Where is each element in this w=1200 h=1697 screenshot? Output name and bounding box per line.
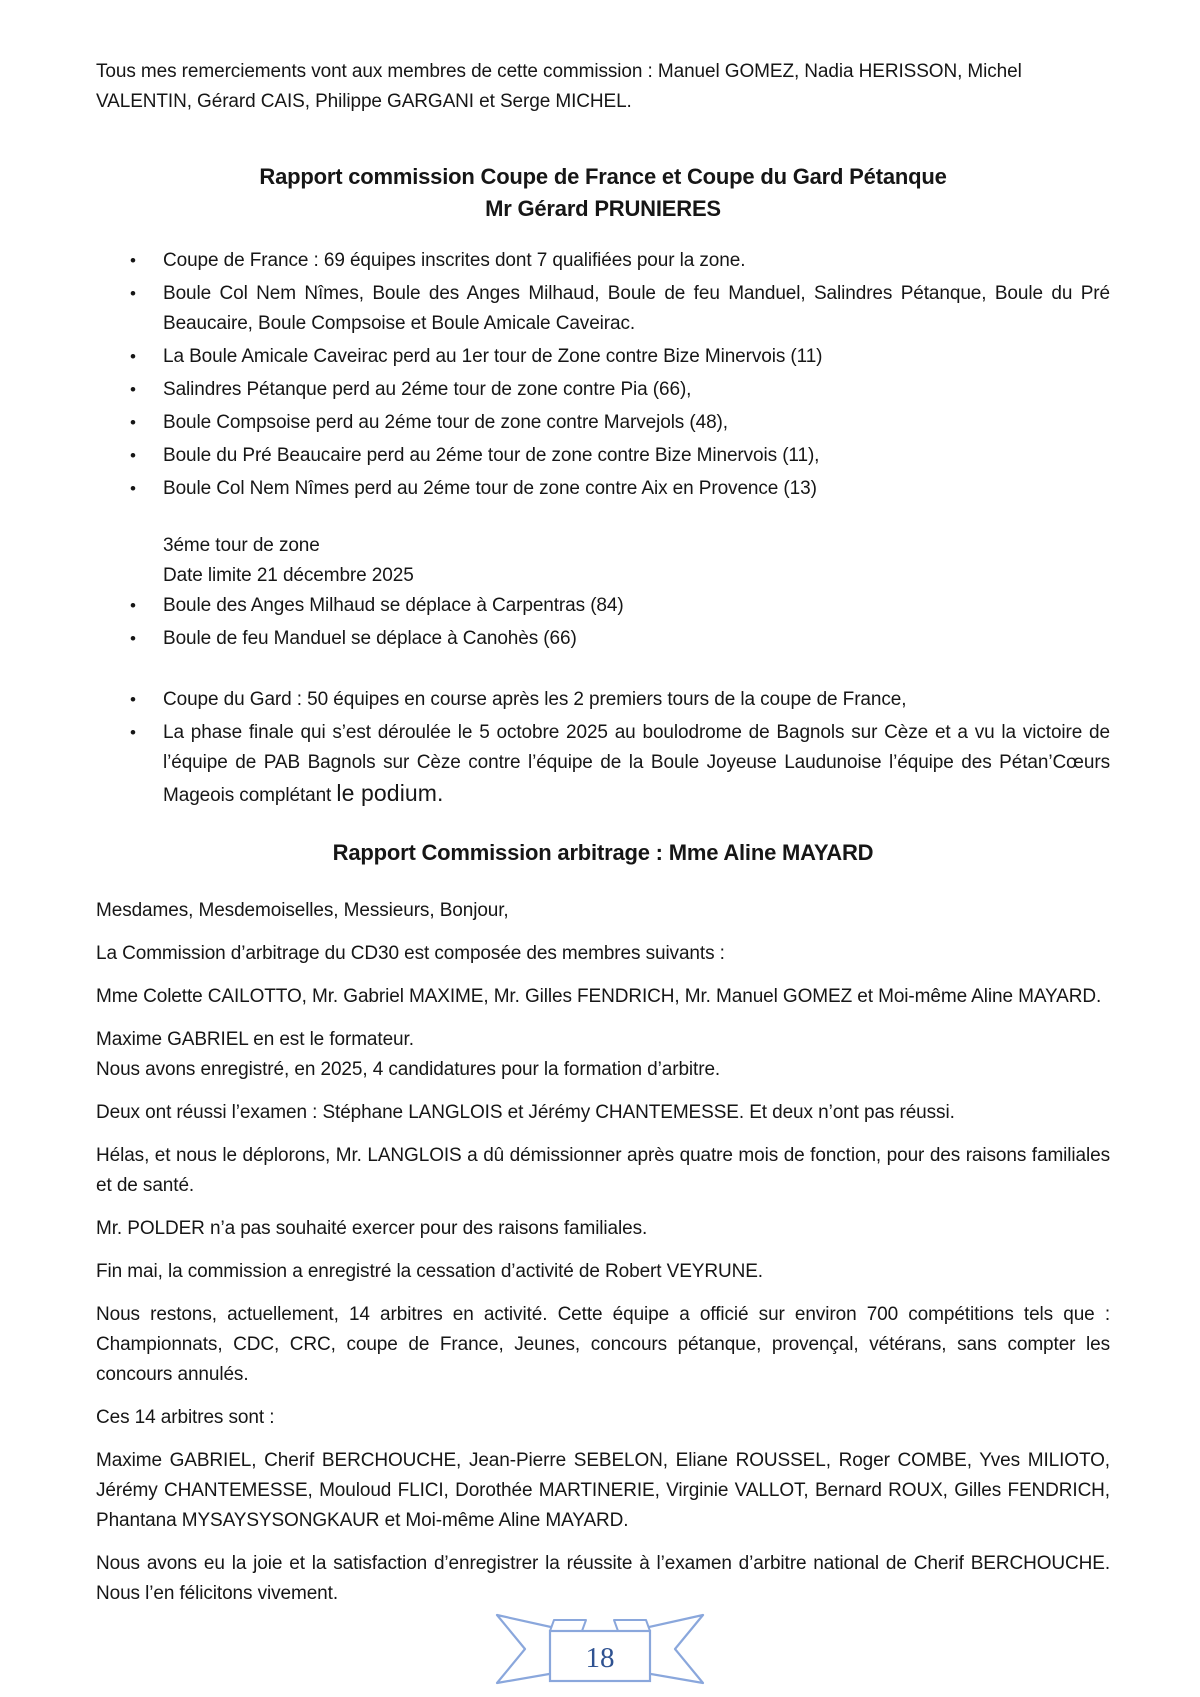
list-item-text: Coupe du Gard : 50 équipes en course après les 2 premiers tours de la coupe de France, xyxy=(163,689,907,710)
arbitrage-paragraph: La Commission d’arbitrage du CD30 est composée des membres suivants : xyxy=(96,943,725,964)
bullet-icon: • xyxy=(130,251,136,270)
coupe-gard-list xyxy=(96,685,1110,811)
page-footer xyxy=(494,1606,706,1688)
section-arbitrage-title xyxy=(96,837,1110,869)
arbitrage-paragraph: Nous avons enregistré, en 2025, 4 candidatures pour la formation d’arbitre. xyxy=(96,1059,721,1080)
list-item xyxy=(96,718,1110,811)
list-item-text: La phase finale qui s’est déroulée le 5 octobre 2025 au boulodrome de Bagnols sur Cèze et a vu la victoire de l’équipe de PAB Bagnols sur Cèze contre l’équipe de la Boule Joyeuse Laudunoise l’équipe des Pétan’Cœurs Mageois complétant xyxy=(163,722,1110,806)
section-arbitrage-title-line: Rapport Commission arbitrage : Mme Aline MAYARD xyxy=(332,840,874,865)
arbitrage-paragraph: Hélas, et nous le déplorons, Mr. LANGLOIS a dû démissionner après quatre mois de fonction, pour des raisons familiales et de santé. xyxy=(96,1145,1110,1196)
arbitrage-paragraph: Mr. POLDER n’a pas souhaité exercer pour des raisons familiales. xyxy=(96,1218,648,1239)
arbitrage-paragraph: Mme Colette CAILOTTO, Mr. Gabriel MAXIME, Mr. Gilles FENDRICH, Mr. Manuel GOMEZ et Moi-même Aline MAYARD. xyxy=(96,986,1102,1007)
list-item xyxy=(96,591,1110,621)
zone-subnote xyxy=(96,531,1110,591)
list-item-text: La Boule Amicale Caveirac perd au 1er tour de Zone contre Bize Minervois (11) xyxy=(163,346,823,367)
arbitrage-paragraph: Ces 14 arbitres sont : xyxy=(96,1407,275,1428)
arbitrage-paragraph: Nous restons, actuellement, 14 arbitres en activité. Cette équipe a officié sur environ 700 compétitions tels que : Championnats, CDC, CRC, coupe de France, Jeunes, concours pétanque, provençal, vétérans, sans compter les concours annulés. xyxy=(96,1304,1110,1385)
list-item-text: Boule des Anges Milhaud se déplace à Carpentras (84) xyxy=(163,595,624,616)
list-item xyxy=(96,474,1110,504)
list-item xyxy=(96,441,1110,471)
ribbon-left-fold xyxy=(550,1620,586,1631)
arbitrage-paragraph: Deux ont réussi l’examen : Stéphane LANGLOIS et Jérémy CHANTEMESSE. Et deux n’ont pas réussi. xyxy=(96,1102,955,1123)
arbitrage-paragraph: Nous avons eu la joie et la satisfaction d’enregistrer la réussite à l’examen d’arbitre national de Cherif BERCHOUCHE. Nous l’en félicitons vivement. xyxy=(96,1553,1110,1604)
arbitrage-paragraph: Maxime GABRIEL en est le formateur. xyxy=(96,1029,414,1050)
bullet-icon: • xyxy=(130,596,136,615)
list-item-text: Boule Col Nem Nîmes, Boule des Anges Milhaud, Boule de feu Manduel, Salindres Pétanque, Boule du Pré Beaucaire, Boule Compsoise et Boule Amicale Caveirac. xyxy=(163,283,1110,334)
section-coupe-title xyxy=(96,161,1110,225)
section-coupe-title-line2: Mr Gérard PRUNIERES xyxy=(485,196,721,221)
arbitrage-paragraph: Mesdames, Mesdemoiselles, Messieurs, Bonjour, xyxy=(96,900,509,921)
coupe-results-list xyxy=(96,246,1110,504)
bullet-icon: • xyxy=(130,479,136,498)
list-item xyxy=(96,246,1110,276)
subnote-line: 3éme tour de zone xyxy=(163,535,320,556)
list-item xyxy=(96,279,1110,339)
page-content xyxy=(96,57,1110,1609)
bullet-icon: • xyxy=(130,629,136,648)
bullet-icon: • xyxy=(130,690,136,709)
section-coupe-title-line1: Rapport commission Coupe de France et Coupe du Gard Pétanque xyxy=(259,164,947,189)
list-item-text: Coupe de France : 69 équipes inscrites dont 7 qualifiées pour la zone. xyxy=(163,250,746,271)
bullet-icon: • xyxy=(130,446,136,465)
page-ribbon-icon xyxy=(494,1606,706,1688)
bullet-icon: • xyxy=(130,380,136,399)
bullet-icon: • xyxy=(130,284,136,303)
bullet-icon: • xyxy=(130,723,136,742)
page-number: 18 xyxy=(585,1642,615,1674)
list-item xyxy=(96,685,1110,715)
phase-finale-emphasis: le podium. xyxy=(336,780,444,806)
deplacements-list xyxy=(96,591,1110,654)
list-item-text: Boule du Pré Beaucaire perd au 2éme tour de zone contre Bize Minervois (11), xyxy=(163,445,820,466)
list-item-text: Boule Col Nem Nîmes perd au 2éme tour de zone contre Aix en Provence (13) xyxy=(163,478,817,499)
bullet-icon: • xyxy=(130,347,136,366)
list-item xyxy=(96,408,1110,438)
intro-paragraph: Tous mes remerciements vont aux membres de cette commission : Manuel GOMEZ, Nadia HERISSON, Michel VALENTIN, Gérard CAIS, Philippe GARGANI et Serge MICHEL. xyxy=(96,61,1022,112)
arbitrage-paragraph: Fin mai, la commission a enregistré la cessation d’activité de Robert VEYRUNE. xyxy=(96,1261,763,1282)
spacer xyxy=(96,657,1110,685)
bullet-icon: • xyxy=(130,413,136,432)
list-item-text: Boule de feu Manduel se déplace à Canohès (66) xyxy=(163,628,577,649)
list-item-text: Salindres Pétanque perd au 2éme tour de zone contre Pia (66), xyxy=(163,379,692,400)
ribbon-right-fold xyxy=(614,1620,650,1631)
list-item xyxy=(96,375,1110,405)
arbitrage-paragraph: Maxime GABRIEL, Cherif BERCHOUCHE, Jean-Pierre SEBELON, Eliane ROUSSEL, Roger COMBE, Yves MILIOTO, Jérémy CHANTEMESSE, Mouloud FLICI, Dorothée MARTINERIE, Virginie VALLOT, Bernard ROUX, Gilles FENDRICH, Phantana MYSAYSYSONGKAUR et Moi-même Aline MAYARD. xyxy=(96,1450,1110,1531)
list-item-text: Boule Compsoise perd au 2éme tour de zone contre Marvejols (48), xyxy=(163,412,728,433)
subnote-line: Date limite 21 décembre 2025 xyxy=(163,565,414,586)
list-item xyxy=(96,624,1110,654)
list-item xyxy=(96,342,1110,372)
